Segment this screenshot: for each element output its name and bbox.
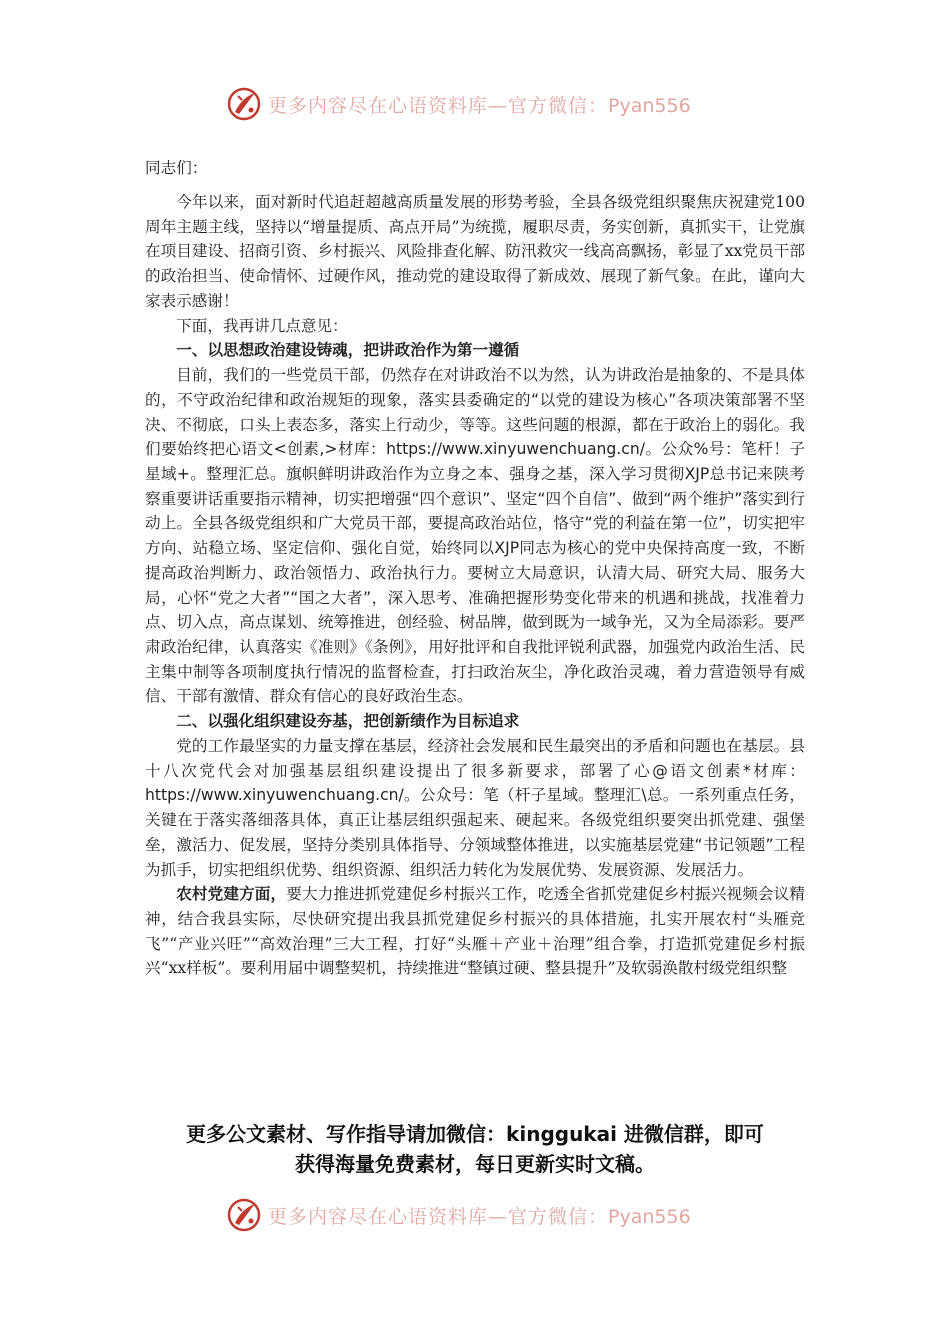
promo-line-2: 获得海量免费素材，每日更新实时文稿。 <box>295 1152 655 1176</box>
rural-party-building-paragraph <box>145 882 805 981</box>
brand-logo-icon <box>226 86 262 122</box>
document-body <box>145 156 805 981</box>
footer-watermark-banner <box>226 1195 746 1235</box>
section-2-paragraph: 党的工作最坚实的力量支撑在基层，经济社会发展和民生最突出的矛盾和问题也在基层。县十八次党代会对加强基层组织建设提出了很多新要求，部署了心@语文创素*材库：https://www.xinyuwenchuang.cn/。公众号：笔（杆子星域。整理汇\总。一系列重点任务，关键在于落实落细落具体，真正让基层组织强起来、硬起来。各级党组织要突出抓党建、强堡垒，激活力、促发展，坚持分类别具体指导、分领域整体推进，以实施基层党建“书记领题”工程为抓手，切实把组织优势、组织资源、组织活力转化为发展优势、发展资源、发展活力。 <box>145 737 805 879</box>
greeting: 同志们： <box>145 159 208 177</box>
section-1-paragraph: 目前，我们的一些党员干部，仍然存在对讲政治不以为然，认为讲政治是抽象的、不是具体的，不守政治纪律和政治规矩的现象，落实县委确定的“以党的建设为核心”各项决策部署不坚决、不彻底，口头上表态多，落实上行动少，等等。这些问题的根源，都在于政治上的弱化。我们要始终把心语文<创素,>材库：https://www.xinyuwenchuang.cn/。公众%号：笔杆！子星域+。整理汇总。旗帜鲜明讲政治作为立身之本、强身之基，深入学习贯彻XJP总书记来陕考察重要讲话重要指示精神，切实把增强“四个意识”、坚定“四个自信”、做到“两个维护”落实到行动上。全县各级党组织和广大党员干部，要提高政治站位，恪守“党的利益在第一位”，切实把牢方向、站稳立场、坚定信仰、强化自觉，始终同以XJP同志为核心的党中央保持高度一致，不断提高政治判断力、政治领悟力、政治执行力。要树立大局意识，认清大局、研究大局、服务大局，心怀“党之大者”“国之大者”，深入思考、准确把握形势变化带来的机遇和挑战，找准着力点、切入点，高点谋划、统筹推进，创经验、树品牌，做到既为一域争光，又为全局添彩。要严肃政治纪律，认真落实《准则》《条例》，用好批评和自我批评锐利武器，加强党内政治生活、民主集中制等各项制度执行情况的监督检查，打扫政治灰尘，净化政治灵魂，着力营造领导有威信、干部有激情、群众有信心的良好政治生态。 <box>145 366 805 706</box>
lead-in-line: 下面，我再讲几点意见： <box>176 316 348 335</box>
promo-line-1: 更多公文素材、写作指导请加微信：kinggukai 进微信群，即可 <box>186 1122 764 1146</box>
brand-logo-icon <box>226 1197 262 1233</box>
intro-paragraph: 今年以来，面对新时代追赶超越高质量发展的形势考验，全县各级党组织聚焦庆祝建党100周年主题主线，坚持以“增量提质、高点开局”为统揽，履职尽责，务实创新，真抓实干，让党旗在项目建设、招商引资、乡村振兴、风险排查化解、防汛救灾一线高高飘扬，彰显了xx党员干部的政治担当、使命情怀、过硬作风，推动党的建设取得了新成效、展现了新气象。在此，谨向大家表示感谢！ <box>145 193 805 310</box>
banner-wechat-id: Pyan556 <box>608 94 691 117</box>
promo-footer-note <box>140 1119 810 1179</box>
section-heading-1: 一、以思想政治建设铸魂，把讲政治作为第一遵循 <box>176 341 520 360</box>
banner-text: 更多内容尽在心语资料库—官方微信：Pyan556 <box>268 1205 691 1228</box>
banner-wechat-id: Pyan556 <box>608 1205 691 1228</box>
section-heading-2: 二、以强化组织建设夯基，把创新绩作为目标追求 <box>176 712 520 731</box>
rural-paragraph-lead: 农村党建方面， <box>176 884 287 904</box>
rural-paragraph-body: 要大力推进抓党建促乡村振兴工作，吃透全省抓党建促乡村振兴视频会议精神，结合我县实际，尽快研究提出我县抓党建促乡村振兴的具体措施，扎实开展农村“头雁竞飞”“产业兴旺”“高效治理”三大工程，打好“头雁＋产业＋治理”组合拳，打造抓党建促乡村振兴“xx样板”。要利用届中调整契机，持续推进“整镇过硬、整县提升”及软弱涣散村级党组织整 <box>145 885 805 978</box>
banner-text: 更多内容尽在心语资料库—官方微信：Pyan556 <box>268 94 691 117</box>
header-watermark-banner <box>226 84 746 124</box>
